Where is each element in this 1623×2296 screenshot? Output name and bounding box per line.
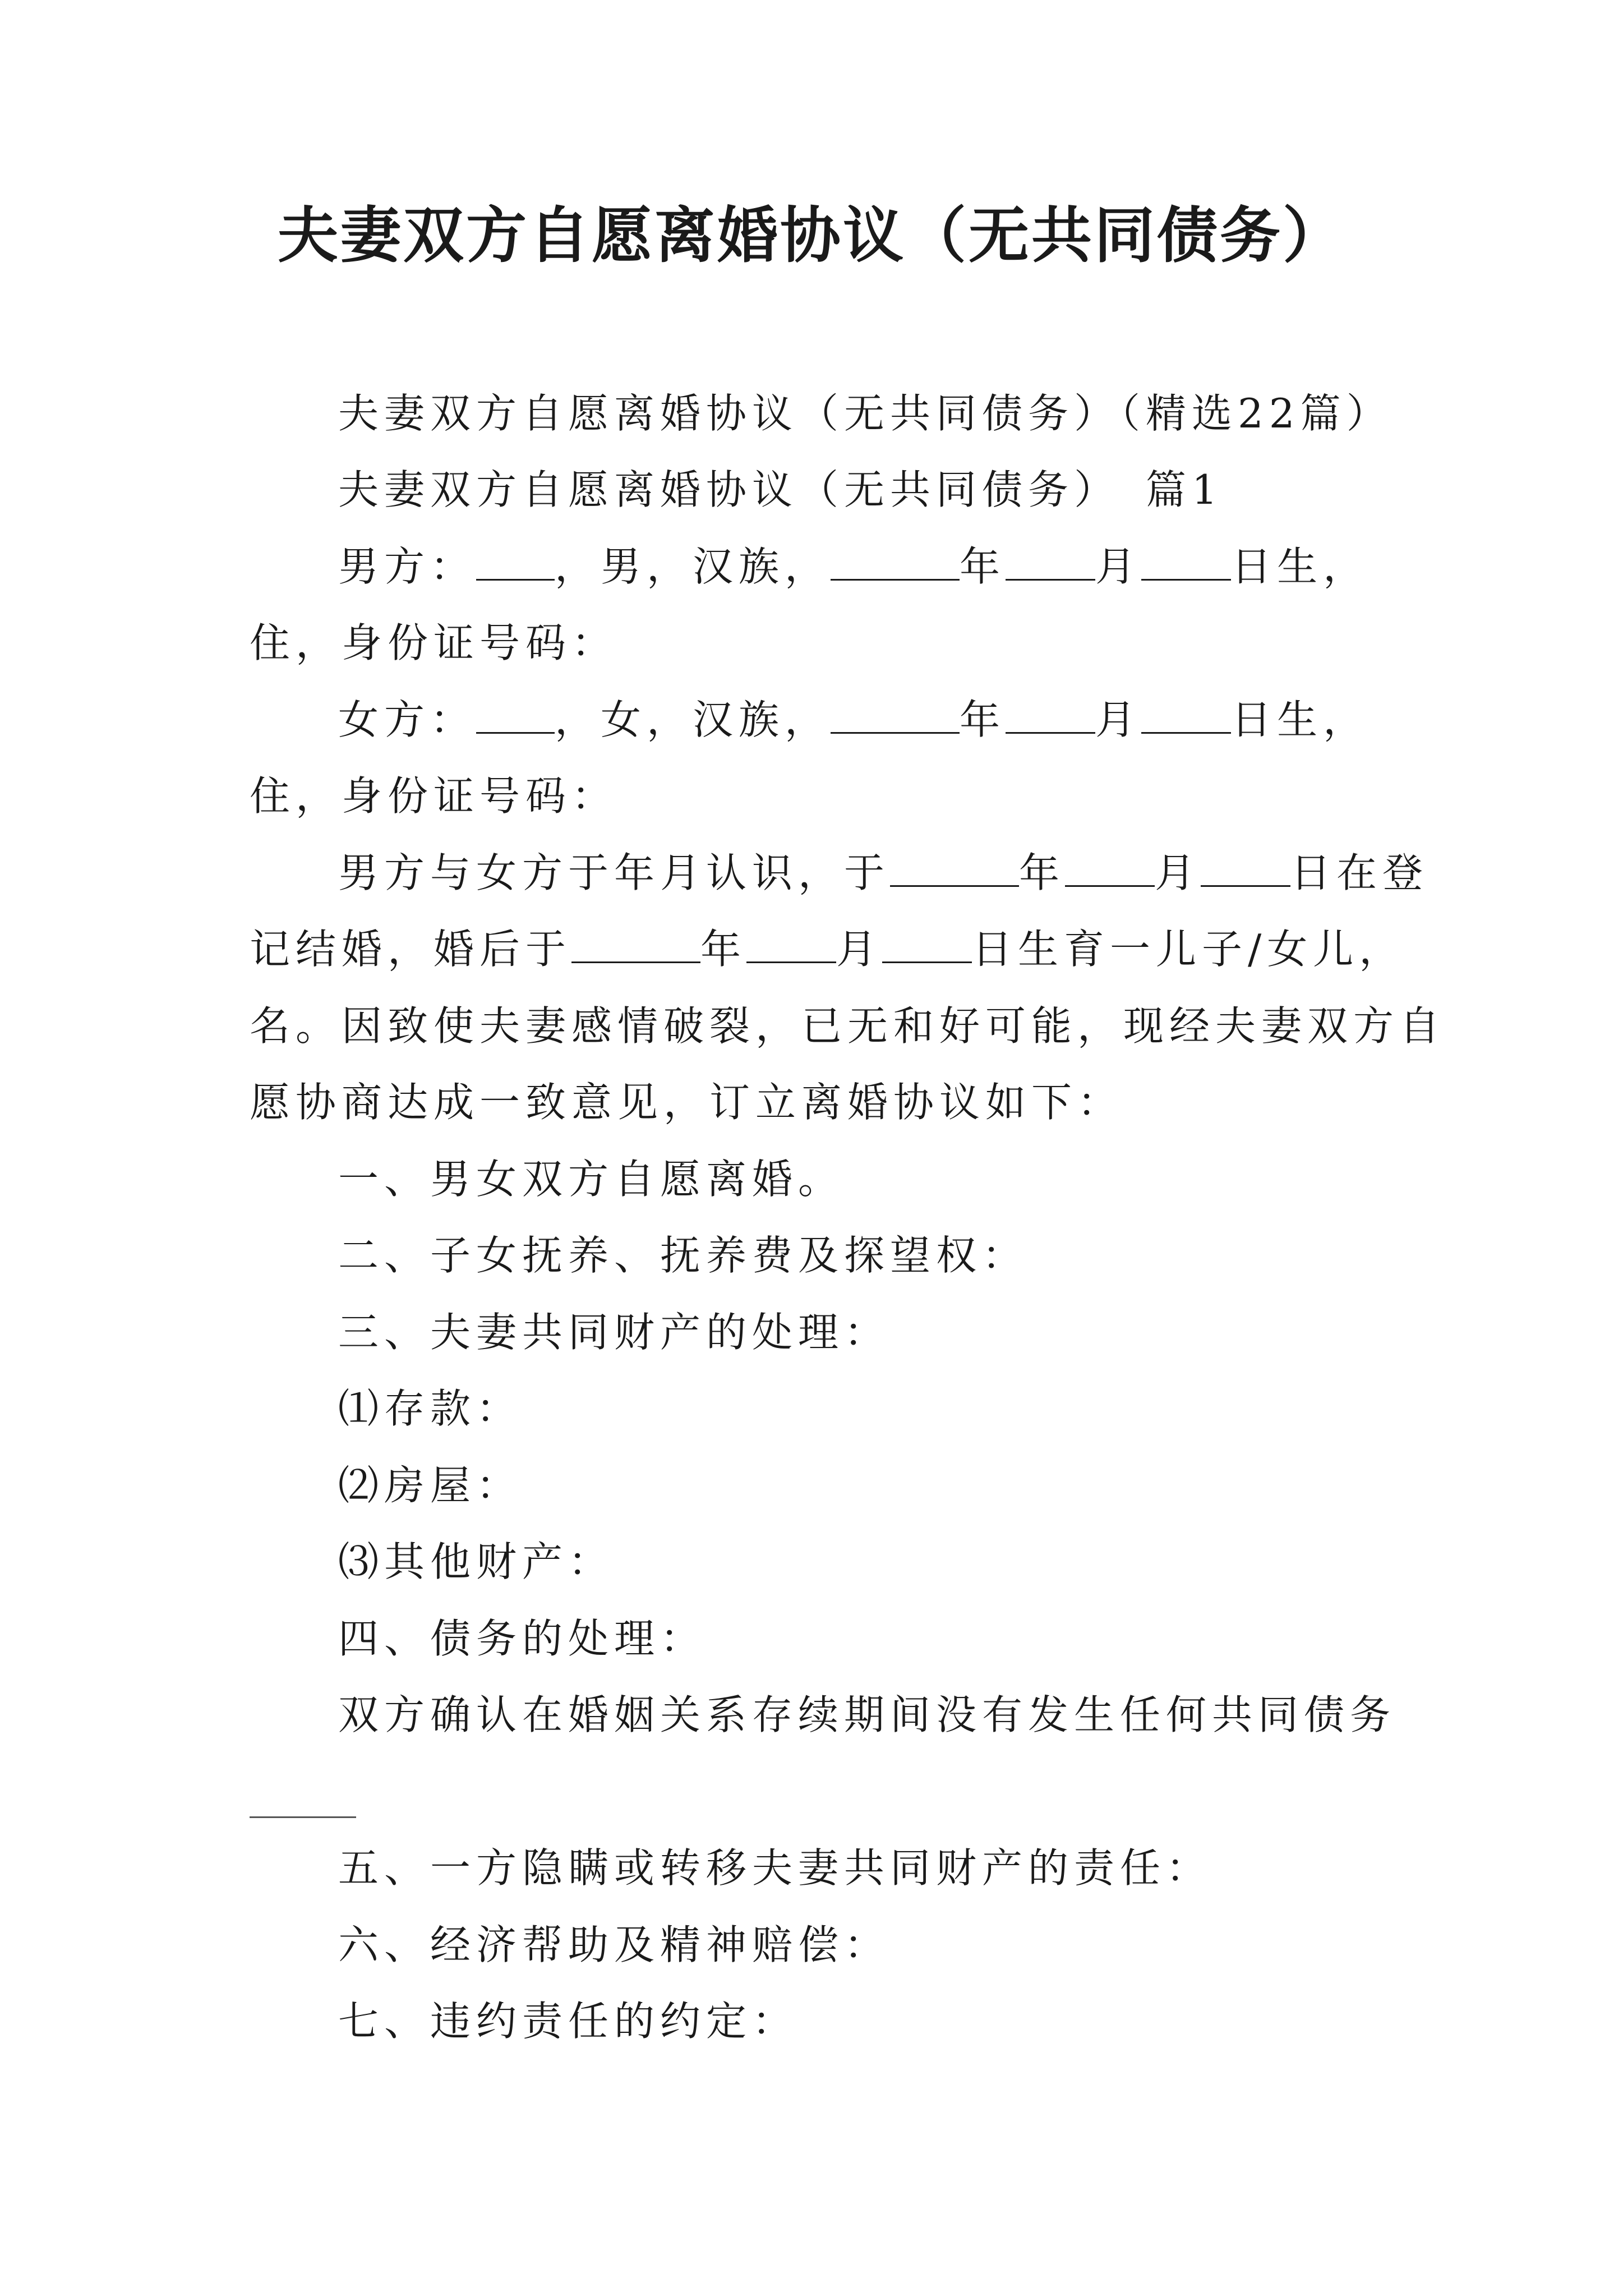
male-month-blank (1006, 545, 1095, 581)
male-label: 男方： (338, 543, 477, 590)
marriage-text: 男方与女方于年月认识，于 (338, 849, 891, 896)
clause-3-housing: ⑵房屋： (338, 1462, 523, 1509)
clause-7: 七、违约责任的约定： (338, 1998, 799, 2045)
marriage-year-label: 年 (1019, 849, 1066, 896)
female-day-blank (1141, 698, 1231, 734)
female-day-label: 日生， (1231, 696, 1370, 743)
birth-year-label: 年 (700, 926, 747, 973)
marriage-text-end: 日在登 (1290, 849, 1429, 896)
section-heading: 夫妻双方自愿离婚协议（无共同债务） 篇1 (338, 466, 1223, 513)
document-title: 夫妻双方自愿离婚协议（无共同债务） (277, 200, 1345, 271)
male-party-line (338, 539, 1369, 595)
marriage-year-blank (890, 852, 1019, 887)
female-label: 女方： (338, 696, 477, 743)
clause-3-deposits: ⑴存款： (338, 1385, 523, 1432)
female-year-label: 年 (960, 696, 1006, 743)
female-month-label: 月 (1095, 696, 1142, 743)
marriage-paragraph-line-1 (338, 845, 1428, 901)
male-address-line: 住，身份证号码： (250, 619, 618, 666)
male-year-label: 年 (960, 543, 1006, 590)
clause-6: 六、经济帮助及精神赔偿： (338, 1921, 891, 1968)
female-gender-ethnicity: ，女，汉族， (555, 696, 831, 743)
clause-2: 二、子女抚养、抚养费及探望权： (338, 1232, 1029, 1279)
female-party-line (338, 692, 1369, 748)
document-subtitle: 夫妻双方自愿离婚协议（无共同债务）（精选22篇） (338, 390, 1393, 437)
clause-4: 四、债务的处理： (338, 1615, 707, 1662)
clause-1: 一、男女双方自愿离婚。 (338, 1156, 845, 1203)
birth-month-blank (746, 928, 836, 963)
clause-3-other-property: ⑶其他财产： (338, 1538, 615, 1585)
marriage-month-blank (1065, 852, 1155, 887)
female-year-blank (831, 698, 960, 734)
male-year-blank (831, 545, 960, 581)
marriage-day-blank (1201, 852, 1290, 887)
birth-text: 记结婚，婚后于 (250, 926, 572, 973)
male-day-blank (1141, 545, 1231, 581)
male-name-blank (476, 545, 555, 581)
birth-month-label: 月 (836, 926, 883, 973)
marriage-month-label: 月 (1155, 849, 1201, 896)
clause-4-text: 双方确认在婚姻关系存续期间没有发生任何共同债务 (338, 1691, 1396, 1738)
birth-year-blank (571, 928, 700, 963)
marriage-paragraph-line-3: 名。因致使夫妻感情破裂，已无和好可能，现经夫妻双方自 (250, 1002, 1446, 1050)
clause-5: 五、一方隐瞒或转移夫妻共同财产的责任： (338, 1844, 1212, 1892)
male-gender-ethnicity: ，男，汉族， (555, 543, 831, 590)
male-day-label: 日生， (1231, 543, 1370, 590)
clause-3: 三、夫妻共同财产的处理： (338, 1309, 891, 1356)
female-address-line: 住，身份证号码： (250, 772, 618, 820)
marriage-paragraph-line-2 (250, 921, 1405, 977)
birth-text-end: 日生育一儿子/女儿， (972, 926, 1405, 973)
female-month-blank (1006, 698, 1095, 734)
birth-day-blank (882, 928, 972, 963)
male-month-label: 月 (1095, 543, 1142, 590)
fill-in-rule (250, 1816, 356, 1818)
marriage-paragraph-line-4: 愿协商达成一致意见，订立离婚协议如下： (250, 1079, 1124, 1126)
female-name-blank (476, 698, 555, 734)
